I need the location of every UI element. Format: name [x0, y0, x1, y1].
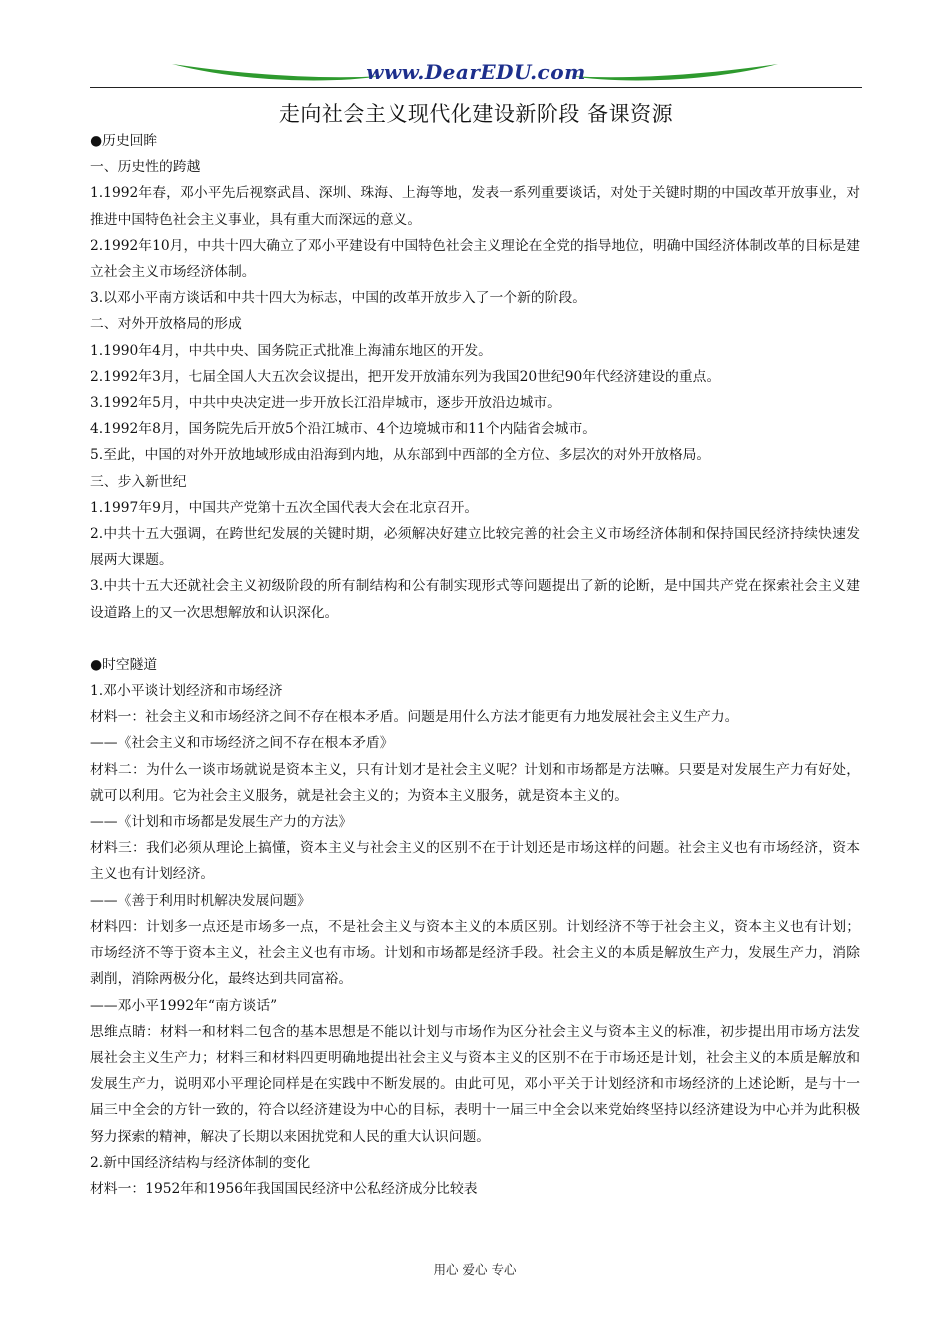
- citation: ——《善于利用时机解决发展问题》: [90, 892, 311, 909]
- site-brand[interactable]: www.DearEDU.com: [366, 60, 586, 84]
- subheading: 二、对外开放格局的形成: [90, 316, 242, 333]
- subheading: 三、步入新世纪: [90, 473, 187, 490]
- page-title: 走向社会主义现代化建设新阶段 备课资源: [278, 102, 674, 126]
- paragraph: 材料四：计划多一点还是市场多一点，不是社会主义与资本主义的本质区别。计划经济不等于社会主义，资本主义也有计划；市场经济不等于资本主义，社会主义也有市场。计划和市场都是经济手段。社会主义的本质是解放生产力，发展生产力，消除剥削，消除两极分化，最终达到共同富裕。: [90, 918, 860, 988]
- subheading: 一、历史性的跨越: [90, 159, 201, 176]
- paragraph: 2.中共十五大强调，在跨世纪发展的关键时期，必须解决好建立比较完善的社会主义市场经济体制和保持国民经济持续快速发展两大课题。: [90, 526, 860, 569]
- citation: ——《社会主义和市场经济之间不存在根本矛盾》: [90, 735, 394, 752]
- paragraph: 1.1990年4月，中共中央、国务院正式批准上海浦东地区的开发。: [90, 342, 492, 359]
- paragraph: 5.至此，中国的对外开放地域形成由沿海到内地，从东部到中西部的全方位、多层次的对外开放格局。: [90, 447, 711, 464]
- paragraph: 2.1992年10月，中共十四大确立了邓小平建设有中国特色社会主义理论在全党的指导地位，明确中国经济体制改革的目标是建立社会主义市场经济体制。: [90, 237, 860, 281]
- subheading: 1.邓小平谈计划经济和市场经济: [90, 683, 283, 700]
- paragraph: 3.1992年5月，中共中央决定进一步开放长江沿岸城市，逐步开放沿边城市。: [90, 395, 561, 412]
- document-body: [90, 128, 860, 1202]
- paragraph: 1.1992年春，邓小平先后视察武昌、深圳、珠海、上海等地，发表一系列重要谈话，对处于关键时期的中国改革开放事业，对推进中国特色社会主义事业，具有重大而深远的意义。: [90, 185, 860, 228]
- page-footer: 用心 爱心 专心: [433, 1262, 517, 1277]
- citation: ——邓小平1992年“南方谈话”: [90, 997, 278, 1014]
- section-heading: ●历史回眸: [90, 133, 158, 149]
- paragraph: 3.中共十五大还就社会主义初级阶段的所有制结构和公有制实现形式等问题提出了新的论断，是中国共产党在探索社会主义建设道路上的又一次思想解放和认识深化。: [90, 578, 860, 621]
- paragraph: 思维点睛：材料一和材料二包含的基本思想是不能以计划与市场作为区分社会主义与资本主义的标准，初步提出用市场方法发展社会主义生产力；材料三和材料四更明确地提出社会主义与资本主义的区别不在于市场还是计划，社会主义的本质是解放和发展生产力，说明邓小平理论同样是在实践中不断发展的。由此可见，邓小平关于计划经济和市场经济的上述论断，是与十一届三中全会的方针一致的，符合以经济建设为中心的目标，表明十一届三中全会以来党始终坚持以经济建设为中心并为此积极努力探索的精神，解决了长期以来困扰党和人民的重大认识问题。: [90, 1023, 860, 1145]
- spacer: [90, 626, 860, 652]
- subheading: 2.新中国经济结构与经济体制的变化: [90, 1154, 311, 1171]
- paragraph: 2.1992年3月，七届全国人大五次会议提出，把开发开放浦东列为我国20世纪90年代经济建设的重点。: [90, 368, 721, 385]
- section-heading: ●时空隧道: [90, 656, 158, 673]
- header-rule: [90, 87, 862, 88]
- paragraph: 4.1992年8月，国务院先后开放5个沿江城市、4个边境城市和11个内陆省会城市。: [90, 421, 597, 438]
- paragraph: 3.以邓小平南方谈话和中共十四大为标志，中国的改革开放步入了一个新的阶段。: [90, 290, 587, 307]
- paragraph: 材料二：为什么一谈市场就说是资本主义，只有计划才是社会主义呢？计划和市场都是方法嘛。只要是对发展生产力有好处，就可以利用。它为社会主义服务，就是社会主义的；为资本主义服务，就是资本主义的。: [90, 761, 860, 804]
- paragraph: 1.1997年9月，中国共产党第十五次全国代表大会在北京召开。: [90, 499, 479, 516]
- paragraph: 材料一：1952年和1956年我国国民经济中公私经济成分比较表: [90, 1180, 478, 1197]
- paragraph: 材料一：社会主义和市场经济之间不存在根本矛盾。问题是用什么方法才能更有力地发展社会主义生产力。: [90, 709, 739, 726]
- paragraph: 材料三：我们必须从理论上搞懂，资本主义与社会主义的区别不在于计划还是市场这样的问题。社会主义也有市场经济，资本主义也有计划经济。: [90, 840, 860, 883]
- citation: ——《计划和市场都是发展生产力的方法》: [90, 814, 353, 831]
